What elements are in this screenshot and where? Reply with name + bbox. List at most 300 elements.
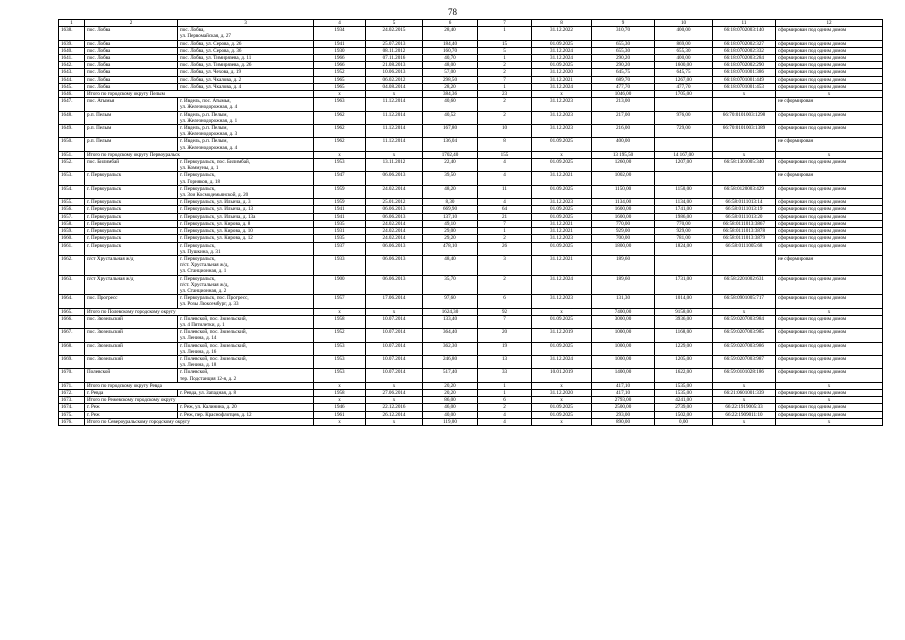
column-number-cell: 8	[532, 20, 592, 27]
address-line: г. Реж, пер. Краснофлотцев, д. 12	[180, 411, 252, 418]
cadastral-number-cell: 66:21:0601001:339	[713, 389, 776, 396]
cadastral-number-cell: 66:58:0111013:19	[713, 206, 776, 213]
count-cell: 19	[478, 342, 532, 355]
locality-cell: г. Первоуральск	[85, 172, 178, 185]
area-cell: 22,40	[423, 159, 478, 172]
address-cell	[178, 138, 314, 151]
count-cell: 1	[478, 55, 532, 62]
status-cell: сформирован под одним домом	[776, 355, 883, 368]
area-cell: 48,00	[423, 62, 478, 69]
address-line: г. Первоуральск,	[180, 255, 216, 262]
area-cell: 362,30	[423, 342, 478, 355]
year-cell: 1965	[314, 76, 366, 83]
date-cell: 25.01.2012	[366, 199, 423, 206]
area-cell: 384,36	[423, 91, 478, 98]
count-cell: 1	[478, 83, 532, 90]
locality-cell: г. Первоуральск	[85, 228, 178, 235]
date-cell: x	[366, 382, 423, 389]
cost-cell: 400,00	[592, 138, 655, 151]
table-row	[59, 342, 883, 355]
year-cell: 1933	[314, 255, 366, 275]
count-cell: 2	[478, 404, 532, 411]
count-cell: 2	[478, 69, 532, 76]
year-cell: 1941	[314, 40, 366, 47]
total-label-cell: Итого по Режевскому городскому округу	[85, 397, 314, 404]
table-row	[59, 47, 883, 54]
year-cell: x	[314, 308, 366, 315]
total-row	[59, 418, 883, 425]
date-cell: 10.07.2014	[366, 355, 423, 368]
table-row	[59, 98, 883, 111]
date-cell: 24.02.2015	[366, 27, 423, 40]
status-cell: x	[776, 91, 883, 98]
cost-cell: 1260,00	[592, 159, 655, 172]
address-line: г. Первоуральск, ул. Ильича, д. 13	[180, 206, 254, 213]
date-cell: x	[366, 91, 423, 98]
year-cell: 1957	[314, 295, 366, 308]
count-cell: 23	[478, 91, 532, 98]
row-number-cell: 1656.	[59, 206, 85, 213]
term-date-cell: 31.12.2020	[532, 389, 592, 396]
locality-cell: пос. Зюзельский	[85, 329, 178, 342]
count-cell: 1	[478, 27, 532, 40]
cadastral-number-cell: 66:58:1301005:340	[713, 159, 776, 172]
year-cell: 1952	[314, 329, 366, 342]
status-cell: сформирован под одним домом	[776, 111, 883, 124]
cost-cell: 293,00	[592, 411, 655, 418]
locality-cell: р.п. Пелым	[85, 138, 178, 151]
cadastral-number-cell: 66:58:0111013:3879	[713, 235, 776, 242]
address-line: г. Первоуральск, ул. Кирова, д. 12	[180, 235, 253, 242]
value-cell: 1205,00	[655, 355, 713, 368]
area-cell: 28,40	[423, 27, 478, 40]
date-cell: 08.11.2012	[366, 47, 423, 54]
area-cell: 35,70	[423, 275, 478, 295]
term-date-cell: 31.12.2020	[532, 69, 592, 76]
year-cell: x	[314, 397, 366, 404]
cost-cell: 1400,00	[592, 369, 655, 382]
cost-cell: 655,30	[592, 47, 655, 54]
address-cell	[178, 98, 314, 111]
cost-cell: 189,60	[592, 255, 655, 275]
status-cell: не сформирован	[776, 172, 883, 185]
address-cell	[178, 213, 314, 220]
date-cell: 04.08.2014	[366, 83, 423, 90]
cadastral-number-cell: 66:22:1909011:10	[713, 411, 776, 418]
locality-cell: пос. Атымья	[85, 98, 178, 111]
address-cell	[178, 185, 314, 198]
date-cell: 24.02.2014	[366, 228, 423, 235]
cadastral-number-cell: x	[713, 382, 776, 389]
count-cell: 1	[478, 389, 532, 396]
area-cell: 28,20	[423, 83, 478, 90]
count-cell: 21	[478, 213, 532, 220]
area-cell: 20,20	[423, 389, 478, 396]
locality-cell: р.п. Пелым	[85, 125, 178, 138]
row-number-cell: 1645.	[59, 83, 85, 90]
row-number-cell: 1672.	[59, 389, 85, 396]
address-cell	[178, 40, 314, 47]
term-date-cell: x	[532, 308, 592, 315]
row-number-cell: 1641.	[59, 55, 85, 62]
term-date-cell: 31.12.2024	[532, 83, 592, 90]
table-row	[59, 159, 883, 172]
status-cell: x	[776, 151, 883, 158]
cadastral-number-cell: 66:18:0702002:290	[713, 62, 776, 69]
cadastral-number-cell: 66:58:0901005:717	[713, 295, 776, 308]
row-number-cell: 1670.	[59, 369, 85, 382]
count-cell: 4	[478, 172, 532, 185]
term-date-cell: 31.12.2021	[532, 172, 592, 185]
cost-cell: 689,70	[592, 76, 655, 83]
count-cell: 155	[478, 151, 532, 158]
status-cell: x	[776, 308, 883, 315]
status-cell: сформирован под одним домом	[776, 411, 883, 418]
status-cell: сформирован под одним домом	[776, 206, 883, 213]
count-cell: 6	[478, 397, 532, 404]
year-cell: 1934	[314, 27, 366, 40]
column-number-cell: 5	[366, 20, 423, 27]
address-cell	[178, 55, 314, 62]
year-cell: 1965	[314, 83, 366, 90]
cost-cell: 417,10	[592, 382, 655, 389]
term-date-cell: 01.09.2025	[532, 40, 592, 47]
term-date-cell: 01.09.2025	[532, 159, 592, 172]
register-table	[58, 19, 883, 426]
column-number-cell: 7	[478, 20, 532, 27]
address-line: п/ст. Хрустальная ж/д,	[180, 262, 229, 269]
status-cell: x	[776, 418, 883, 425]
status-cell: сформирован под одним домом	[776, 220, 883, 227]
date-cell: x	[366, 151, 423, 158]
status-cell: сформирован под одним домом	[776, 295, 883, 308]
area-cell: 48,20	[423, 185, 478, 198]
table-row	[59, 185, 883, 198]
value-cell: 976,00	[655, 111, 713, 124]
locality-cell: г. Первоуральск	[85, 206, 178, 213]
area-cell: 137,10	[423, 213, 478, 220]
value-cell: 477,70	[655, 83, 713, 90]
address-cell	[178, 411, 314, 418]
address-line: г. Ревда, ул. Западная, д. 8	[180, 389, 237, 396]
cadastral-number-cell: 66:18:0701001:453	[713, 83, 776, 90]
date-cell: 10.07.2014	[366, 369, 423, 382]
term-date-cell: 01.09.2025	[532, 315, 592, 328]
cost-cell: 417,10	[592, 389, 655, 396]
date-cell: 26.12.2014	[366, 411, 423, 418]
row-number-cell: 1668.	[59, 342, 85, 355]
cost-cell: 2500,00	[592, 404, 655, 411]
count-cell: 2	[478, 275, 532, 295]
cadastral-number-cell: 66:58:0111013:20	[713, 213, 776, 220]
address-line: г. Полевской,	[180, 369, 209, 376]
table-row	[59, 255, 883, 275]
cadastral-number-cell	[713, 255, 776, 275]
area-cell: 298,50	[423, 76, 478, 83]
area-cell: 40,60	[423, 98, 478, 111]
row-number-cell: 1660.	[59, 235, 85, 242]
cost-cell: 655,30	[592, 40, 655, 47]
count-cell: 7	[478, 76, 532, 83]
area-cell: 40,52	[423, 111, 478, 124]
status-cell: сформирован под одним домом	[776, 83, 883, 90]
value-cell: 400,00	[655, 27, 713, 40]
status-cell: сформирован под одним домом	[776, 199, 883, 206]
address-line: п/ст. Хрустальная ж/д,	[180, 281, 229, 288]
address-line: ул. Пушкина, д. 31	[180, 248, 221, 255]
date-cell: 10.07.2014	[366, 329, 423, 342]
date-cell: x	[366, 418, 423, 425]
status-cell: сформирован под одним домом	[776, 40, 883, 47]
date-cell: 21.08.2013	[366, 62, 423, 69]
cost-cell: 1600,00	[592, 206, 655, 213]
locality-cell: пос. Зюзельский	[85, 315, 178, 328]
locality-cell: г. Реж	[85, 404, 178, 411]
row-number-cell: 1638.	[59, 27, 85, 40]
address-line: пос. Лобва, ул. Чехова, д. 19	[180, 69, 242, 76]
address-cell	[178, 255, 314, 275]
address-cell	[178, 329, 314, 342]
status-cell: сформирован под одним домом	[776, 369, 883, 382]
cadastral-number-cell: 66:70:0101003:1389	[713, 125, 776, 138]
area-cell: 517,40	[423, 369, 478, 382]
locality-cell: пос. Лобва	[85, 76, 178, 83]
year-cell: 1962	[314, 111, 366, 124]
value-cell: 655,30	[655, 47, 713, 54]
cost-cell: 929,00	[592, 228, 655, 235]
table-row	[59, 138, 883, 151]
table-row	[59, 220, 883, 227]
value-cell: 1824,00	[655, 242, 713, 255]
locality-cell: г. Ревда	[85, 389, 178, 396]
table-row	[59, 235, 883, 242]
value-cell: 2739,00	[655, 404, 713, 411]
address-line: г. Первоуральск,	[180, 275, 216, 282]
cadastral-number-cell: 66:18:0701001:386	[713, 69, 776, 76]
address-line: г. Полевской, пос. Зюзельский,	[180, 329, 247, 336]
value-cell: 1622,00	[655, 369, 713, 382]
term-date-cell: 01.09.2025	[532, 213, 592, 220]
cadastral-number-cell: x	[713, 91, 776, 98]
table-row	[59, 228, 883, 235]
year-cell: 1947	[314, 172, 366, 185]
cadastral-number-cell: x	[713, 418, 776, 425]
count-cell: 4	[478, 411, 532, 418]
cadastral-number-cell: 66:22:1919005:33	[713, 404, 776, 411]
area-cell: 57,00	[423, 69, 478, 76]
cadastral-number-cell: 66:18:0702003:140	[713, 27, 776, 40]
term-date-cell: 31.12.2021	[532, 228, 592, 235]
status-cell: x	[776, 397, 883, 404]
date-cell: 06.06.2013	[366, 255, 423, 275]
address-line: г. Первоуральск,	[180, 242, 216, 249]
cost-cell: 477,70	[592, 83, 655, 90]
row-number-cell: 1662.	[59, 255, 85, 275]
cadastral-number-cell: x	[713, 397, 776, 404]
date-cell: 17.06.2014	[366, 295, 423, 308]
value-cell: 929,00	[655, 228, 713, 235]
area-cell: 39,50	[423, 172, 478, 185]
address-line: пос. Лобва, ул. Тимирязева, д. 26	[180, 62, 252, 69]
cadastral-number-cell: 66:59:0101028:186	[713, 369, 776, 382]
count-cell: 1	[478, 228, 532, 235]
value-cell	[655, 138, 713, 151]
date-cell: 22.12.2016	[366, 404, 423, 411]
year-cell: 1962	[314, 138, 366, 151]
date-cell: 10.06.2013	[366, 69, 423, 76]
term-date-cell: x	[532, 382, 592, 389]
row-number-cell: 1676.	[59, 418, 85, 425]
count-cell: 2	[478, 111, 532, 124]
address-cell	[178, 62, 314, 69]
total-label-cell: Итого по городскому округу Ревда	[85, 382, 314, 389]
term-date-cell: x	[532, 151, 592, 158]
cost-cell: 7400,00	[592, 308, 655, 315]
address-line: г. Полевской, пос. Зюзельский,	[180, 315, 247, 322]
address-line: г. Полевской, пос. Зюзельский,	[180, 342, 247, 349]
area-cell: 364,40	[423, 329, 478, 342]
status-cell: сформирован под одним домом	[776, 213, 883, 220]
row-number-cell: 1650.	[59, 138, 85, 151]
value-cell: 14 167,00	[655, 151, 713, 158]
locality-cell: пос. Лобва	[85, 27, 178, 40]
table-row	[59, 27, 883, 40]
value-cell: 1229,00	[655, 342, 713, 355]
page-number: 78	[448, 7, 457, 17]
year-cell: x	[314, 91, 366, 98]
area-cell: 184,40	[423, 40, 478, 47]
row-number-cell: 1671.	[59, 382, 85, 389]
address-cell	[178, 220, 314, 227]
row-number-cell: 1646.	[59, 91, 85, 98]
cost-cell: 1000,00	[592, 342, 655, 355]
year-cell: x	[314, 151, 366, 158]
address-line: ул. Розы Люксембург, д. 33	[180, 301, 239, 308]
date-cell: 24.02.2014	[366, 235, 423, 242]
address-line: пос. Лобва, ул. Серова, д. 36	[180, 47, 242, 54]
table-row	[59, 40, 883, 47]
address-cell	[178, 206, 314, 213]
value-cell: 3936,00	[655, 315, 713, 328]
row-number-cell: 1663.	[59, 275, 85, 295]
cadastral-number-cell: 66:58:0120003:429	[713, 185, 776, 198]
area-cell: 167,80	[423, 125, 478, 138]
term-date-cell: 31.12.2023	[532, 98, 592, 111]
cost-cell: 213,00	[592, 98, 655, 111]
locality-cell: р.п. Пелым	[85, 111, 178, 124]
value-cell: 1014,00	[655, 295, 713, 308]
column-number-cell: 4	[314, 20, 366, 27]
cost-cell: 216,00	[592, 125, 655, 138]
count-cell: 20	[478, 329, 532, 342]
term-date-cell: x	[532, 397, 592, 404]
date-cell: 06.06.2013	[366, 213, 423, 220]
row-number-cell: 1649.	[59, 125, 85, 138]
table-row	[59, 69, 883, 76]
locality-cell: п/ст Хрустальная ж/д	[85, 275, 178, 295]
status-cell: сформирован под одним домом	[776, 47, 883, 54]
year-cell: 1966	[314, 62, 366, 69]
locality-cell: г. Реж	[85, 411, 178, 418]
address-line: г. Ивдель, р.п. Пелым,	[180, 125, 228, 132]
table-row	[59, 206, 883, 213]
address-line: ул. Первомайская, д. 27	[180, 33, 231, 40]
column-number-cell: 9	[592, 20, 655, 27]
table-row	[59, 55, 883, 62]
cost-cell: 770,00	[592, 220, 655, 227]
table-row	[59, 329, 883, 342]
address-line: ул. Станционная, д. 2	[180, 287, 227, 294]
row-number-cell: 1674.	[59, 404, 85, 411]
cadastral-number-cell: 66:58:0111005:68	[713, 242, 776, 255]
term-date-cell: 31.12.2021	[532, 76, 592, 83]
column-number-cell: 1	[59, 20, 85, 27]
address-line: ул. Ленина, д. 16	[180, 348, 217, 355]
status-cell: сформирован под одним домом	[776, 55, 883, 62]
value-cell: 1267,00	[655, 76, 713, 83]
date-cell: 10.07.2014	[366, 342, 423, 355]
cadastral-number-cell: 66:59:0207003:984	[713, 315, 776, 328]
term-date-cell: 31.12.2021	[532, 220, 592, 227]
status-cell: сформирован под одним домом	[776, 315, 883, 328]
address-line: пос. Лобва, ул. Чкалова, д. 2	[180, 76, 242, 83]
row-number-cell: 1653.	[59, 172, 85, 185]
row-number-cell: 1669.	[59, 355, 85, 368]
count-cell: 4	[478, 199, 532, 206]
row-number-cell: 1675.	[59, 411, 85, 418]
year-cell: x	[314, 418, 366, 425]
table-row	[59, 369, 883, 382]
cost-cell: 1150,00	[592, 185, 655, 198]
table-row	[59, 62, 883, 69]
cost-cell: 1600,00	[592, 213, 655, 220]
table-row	[59, 355, 883, 368]
table-row	[59, 389, 883, 396]
row-number-cell: 1667.	[59, 329, 85, 342]
term-date-cell: 31.12.2021	[532, 255, 592, 275]
column-number-cell: 11	[713, 20, 776, 27]
year-cell: 1962	[314, 125, 366, 138]
locality-cell: пос. Лобва	[85, 62, 178, 69]
address-cell	[178, 111, 314, 124]
status-cell: сформирован под одним домом	[776, 228, 883, 235]
table-row	[59, 275, 883, 295]
term-date-cell: 31.12.2023	[532, 111, 592, 124]
status-cell: сформирован под одним домом	[776, 62, 883, 69]
count-cell: 33	[478, 369, 532, 382]
cadastral-number-cell	[713, 172, 776, 185]
address-line: ул. Ленина, д. 14	[180, 335, 217, 342]
value-cell	[655, 172, 713, 185]
value-cell: 1986,00	[655, 213, 713, 220]
term-date-cell: 01.09.2025	[532, 62, 592, 69]
value-cell: 1535,00	[655, 389, 713, 396]
year-cell: 1961	[314, 411, 366, 418]
locality-cell: г. Первоуральск	[85, 220, 178, 227]
area-cell: 97,60	[423, 295, 478, 308]
year-cell: 1941	[314, 213, 366, 220]
count-cell: 1	[478, 382, 532, 389]
value-cell: 4241,00	[655, 397, 713, 404]
cadastral-number-cell: 66:59:0207003:986	[713, 342, 776, 355]
count-cell: 4	[478, 159, 532, 172]
row-number-cell: 1655.	[59, 199, 85, 206]
date-cell: 06.06.2013	[366, 172, 423, 185]
locality-cell: пос. Лобва	[85, 83, 178, 90]
status-cell: сформирован под одним домом	[776, 275, 883, 295]
term-date-cell: 01.09.2025	[532, 404, 592, 411]
date-cell: 13.11.2012	[366, 159, 423, 172]
